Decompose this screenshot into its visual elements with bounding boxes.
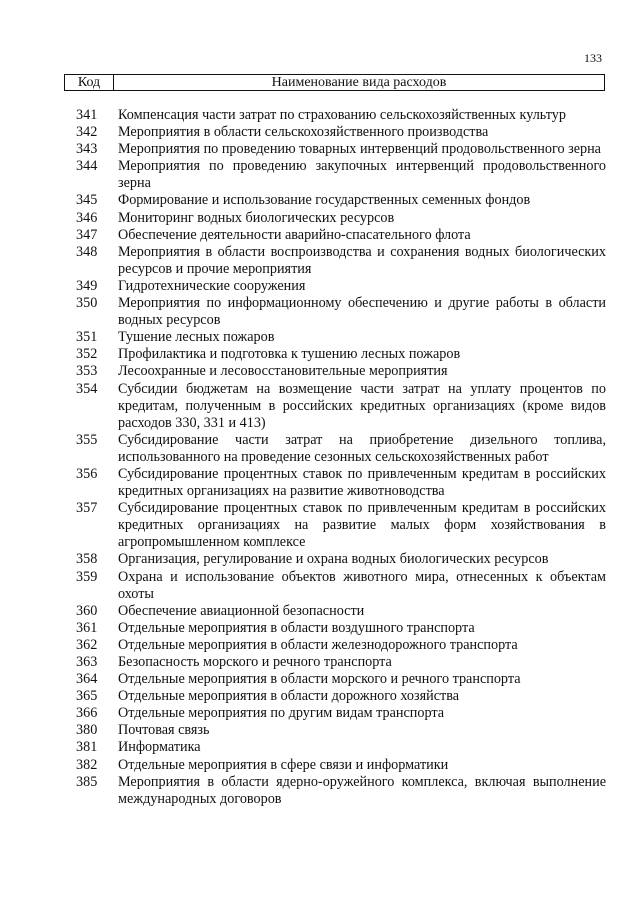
- expense-name: Отдельные мероприятия в области железнодорожного транспорта: [118, 636, 518, 653]
- expense-code: 366: [76, 705, 98, 722]
- expense-code: 353: [76, 363, 98, 380]
- expense-code: 349: [76, 277, 98, 294]
- expense-name: Охрана и использование объектов животного мира, отнесенных к объектам охоты: [118, 568, 606, 602]
- table-row: [76, 210, 606, 227]
- expense-name: Почтовая связь: [118, 722, 210, 739]
- table-row: [76, 705, 606, 722]
- table-row: [76, 739, 606, 756]
- expense-name: Мероприятия по проведению товарных интервенций продовольственного зерна: [118, 141, 601, 158]
- expense-name: Мероприятия в области сельскохозяйственного производства: [118, 124, 489, 141]
- expense-name: Отдельные мероприятия в области дорожного хозяйства: [118, 688, 460, 705]
- table-row: [76, 278, 606, 295]
- table-row: [76, 671, 606, 688]
- table-row: [76, 192, 606, 209]
- expense-name: Обеспечение авиационной безопасности: [118, 602, 365, 619]
- table-row: [76, 124, 606, 141]
- expense-name: Обеспечение деятельности аварийно-спасательного флота: [118, 226, 471, 243]
- expense-name: Мероприятия по информационному обеспечению и другие работы в области водных ресурсов: [118, 295, 606, 329]
- expense-code: 347: [76, 226, 98, 243]
- expense-code: 356: [76, 465, 98, 482]
- table-row: [76, 295, 606, 329]
- expense-name: Тушение лесных пожаров: [118, 329, 275, 346]
- table-row: [76, 346, 606, 363]
- name-column-header: Наименование вида расходов: [271, 75, 447, 90]
- table-row: [76, 569, 606, 603]
- expense-code: 343: [76, 141, 98, 158]
- table-row: [76, 757, 606, 774]
- table-row: [76, 500, 606, 551]
- table-header: [64, 74, 605, 91]
- table-row: [76, 244, 606, 278]
- table-row: [76, 722, 606, 739]
- expense-code: 359: [76, 568, 98, 585]
- expense-name: Мероприятия в области ядерно-оружейного комплекса, включая выполнение международных договоров: [118, 773, 606, 807]
- expense-code: 357: [76, 500, 98, 517]
- table-row: [76, 551, 606, 568]
- table-row: [76, 688, 606, 705]
- expense-name: Отдельные мероприятия в области морского и речного транспорта: [118, 671, 521, 688]
- expense-code: 352: [76, 346, 98, 363]
- expense-name: Гидротехнические сооружения: [118, 277, 306, 294]
- expense-name: Отдельные мероприятия в сфере связи и информатики: [118, 756, 449, 773]
- expense-code: 362: [76, 636, 98, 653]
- expense-code: 385: [76, 773, 98, 790]
- expense-name: Информатика: [118, 739, 201, 756]
- expense-code: 363: [76, 654, 98, 670]
- expense-code: 348: [76, 243, 98, 260]
- table-row: [76, 620, 606, 637]
- expense-name: Субсидирование части затрат на приобретение дизельного топлива, использованного на проведение сезонных сельскохозяйственных работ: [118, 431, 606, 465]
- table-row: [76, 466, 606, 500]
- expense-code: 350: [76, 295, 98, 312]
- expense-code: 342: [76, 124, 98, 141]
- expense-name: Отдельные мероприятия в области воздушного транспорта: [118, 619, 475, 636]
- expense-name: Мероприятия по проведению закупочных интервенций продовольственного зерна: [118, 158, 606, 192]
- expense-code: 345: [76, 192, 98, 209]
- expense-name: Безопасность морского и речного транспорта: [118, 654, 392, 670]
- expense-name: Мероприятия в области воспроизводства и сохранения водных биологических ресурсов и прочие мероприятия: [118, 243, 606, 277]
- expense-code: 358: [76, 551, 98, 568]
- table-row: [76, 363, 606, 380]
- code-column-header: Код: [65, 75, 114, 90]
- table-row: [76, 329, 606, 346]
- expense-name: Мониторинг водных биологических ресурсов: [118, 209, 395, 226]
- expense-name: Субсидии бюджетам на возмещение части затрат на уплату процентов по кредитам, полученным в российских кредитных организациях (кроме видов расходов 330, 331 и 413): [118, 380, 606, 431]
- table-row: [76, 158, 606, 192]
- expense-code: 351: [76, 329, 98, 346]
- expense-name: Профилактика и подготовка к тушению лесных пожаров: [118, 346, 461, 363]
- table-row: [76, 432, 606, 466]
- expense-code: 361: [76, 619, 98, 636]
- table-row: [76, 141, 606, 158]
- table-row: [76, 654, 606, 671]
- expense-name: Субсидирование процентных ставок по привлеченным кредитам в российских кредитных организациях на развитие малых форм хозяйствования в агропромышленном комплексе: [118, 500, 606, 551]
- expense-code: 381: [76, 739, 98, 756]
- page-number: 133: [584, 51, 602, 65]
- expense-name: Лесоохранные и лесовосстановительные мероприятия: [118, 363, 448, 380]
- expense-code: 364: [76, 671, 98, 688]
- table-row: [76, 603, 606, 620]
- table-row: [76, 381, 606, 432]
- expense-code: 346: [76, 209, 98, 226]
- expense-code: 380: [76, 722, 98, 739]
- expense-name: Организация, регулирование и охрана водных биологических ресурсов: [118, 551, 549, 568]
- table-row: [76, 227, 606, 244]
- expense-code: 341: [76, 107, 98, 123]
- table-row: [76, 637, 606, 654]
- expense-name: Формирование и использование государственных семенных фондов: [118, 192, 531, 209]
- expense-code: 382: [76, 756, 98, 773]
- expense-name: Субсидирование процентных ставок по привлеченным кредитам в российских кредитных организациях на развитие животноводства: [118, 465, 606, 500]
- expense-code: 354: [76, 380, 98, 397]
- expense-type-list: [76, 107, 606, 808]
- expense-code: 365: [76, 688, 98, 705]
- expense-code: 360: [76, 602, 98, 619]
- expense-code: 344: [76, 158, 98, 175]
- expense-name: Отдельные мероприятия по другим видам транспорта: [118, 705, 445, 722]
- table-row: [76, 774, 606, 808]
- table-row: [76, 107, 606, 124]
- expense-name: Компенсация части затрат по страхованию сельскохозяйственных культур: [118, 107, 566, 123]
- expense-code: 355: [76, 431, 98, 448]
